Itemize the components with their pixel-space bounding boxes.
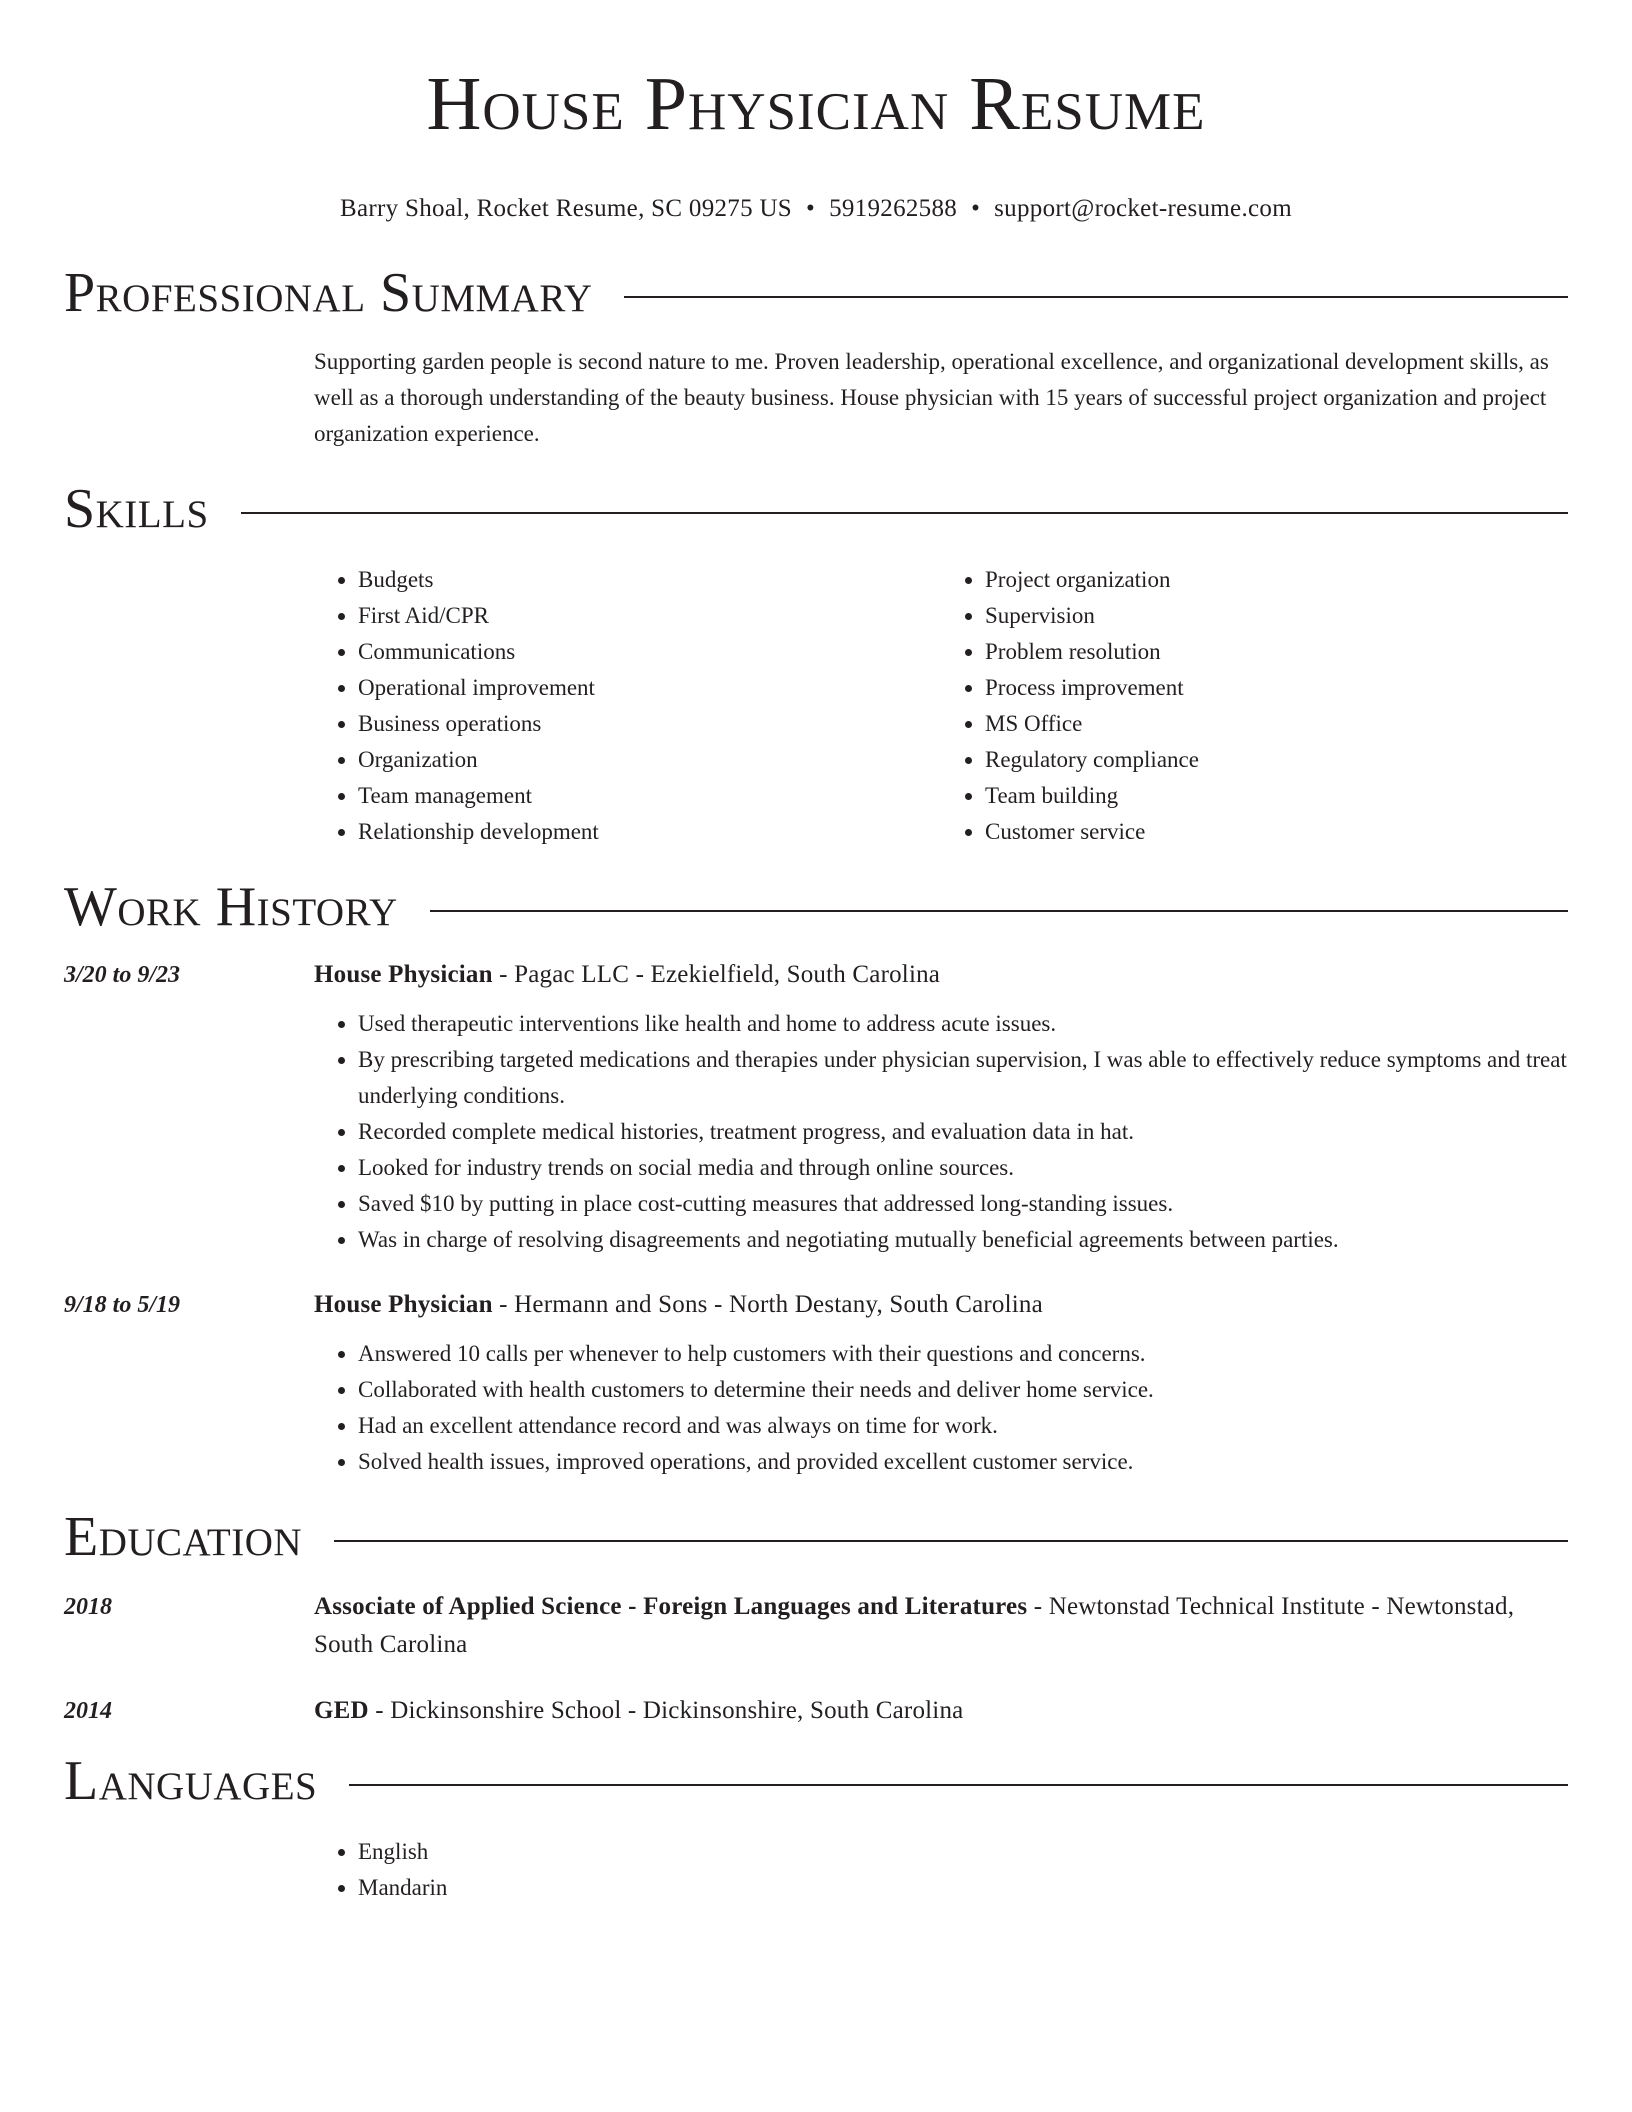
summary-text: Supporting garden people is second nature to me. Proven leadership, operational excellence, and organizational development skills, as well as a thorough understanding of the beauty business. House physician with 15 years of successful project organization and project organization experience.	[314, 349, 1549, 446]
job-heading	[314, 1286, 1568, 1324]
language-item: • Mandarin	[358, 1870, 1568, 1906]
languages-header	[64, 1750, 1568, 1812]
education-content	[314, 1588, 1568, 1664]
languages-heading: Languages	[64, 1750, 318, 1812]
job-bullets	[314, 1006, 1568, 1258]
education-header	[64, 1506, 1568, 1568]
job-bullet: • Had an excellent attendance record and was always on time for work.	[358, 1408, 1568, 1444]
work-section	[64, 876, 1568, 1480]
job-bullet: • Answered 10 calls per whenever to help customers with their questions and concerns.	[358, 1336, 1568, 1372]
job-heading	[314, 956, 1568, 994]
contact-separator: •	[971, 195, 981, 222]
skill-item: • Supervision	[985, 598, 1568, 634]
section-divider	[624, 296, 1568, 298]
job-bullet: • Collaborated with health customers to determine their needs and deliver home service.	[358, 1372, 1568, 1408]
summary-section	[64, 262, 1568, 452]
education-date: 2018	[64, 1594, 112, 1620]
skill-item: • Organization	[358, 742, 941, 778]
skill-item: • Regulatory compliance	[985, 742, 1568, 778]
skill-item: • Business operations	[358, 706, 941, 742]
education-heading: Education	[64, 1506, 303, 1568]
education-section	[64, 1506, 1568, 1730]
skill-item: • MS Office	[985, 706, 1568, 742]
job-date: 9/18 to 5/19	[64, 1292, 181, 1318]
education-date: 2014	[64, 1698, 112, 1724]
skills-list-right	[941, 562, 1568, 850]
contact-line	[64, 194, 1568, 224]
job-title: House Physician	[314, 1291, 493, 1318]
job-bullet: • Recorded complete medical histories, treatment progress, and evaluation data in hat.	[358, 1114, 1568, 1150]
languages-section	[64, 1750, 1568, 1906]
skills-section	[64, 478, 1568, 850]
language-item: • English	[358, 1834, 1568, 1870]
education-details: - Newtonstad Technical Institute - Newtonstad, South Carolina	[314, 1593, 1515, 1658]
skill-item: • Customer service	[985, 814, 1568, 850]
job-bullet: • Saved $10 by putting in place cost-cutting measures that addressed long-standing issues.	[358, 1186, 1568, 1222]
education-degree: GED	[314, 1697, 369, 1724]
skill-item: • Problem resolution	[985, 634, 1568, 670]
job-entry	[64, 1286, 1568, 1480]
education-content	[314, 1692, 1568, 1730]
job-bullet: • Was in charge of resolving disagreements and negotiating mutually beneficial agreements between parties.	[358, 1222, 1568, 1258]
skill-item: • Operational improvement	[358, 670, 941, 706]
job-bullet: • By prescribing targeted medications and therapies under physician supervision, I was able to effectively reduce symptoms and treat underlying conditions.	[358, 1042, 1568, 1114]
job-content	[314, 956, 1568, 1258]
contact-separator: •	[806, 195, 816, 222]
skill-item: • Relationship development	[358, 814, 941, 850]
education-details: - Dickinsonshire School - Dickinsonshire, South Carolina	[368, 1697, 964, 1724]
summary-heading: Professional Summary	[64, 262, 593, 324]
skills-list-left	[314, 562, 941, 850]
education-heading-line	[314, 1692, 1568, 1730]
job-date: 3/20 to 9/23	[64, 962, 181, 988]
job-bullets	[314, 1336, 1568, 1480]
work-header	[64, 876, 1568, 938]
contact-address: Barry Shoal, Rocket Resume, SC 09275 US	[340, 195, 793, 222]
summary-header	[64, 262, 1568, 324]
skill-item: • First Aid/CPR	[358, 598, 941, 634]
contact-phone: 5919262588	[829, 195, 958, 222]
job-bullet: • Used therapeutic interventions like health and home to address acute issues.	[358, 1006, 1568, 1042]
skills-columns	[314, 562, 1568, 850]
languages-body	[314, 1834, 1568, 1906]
job-content	[314, 1286, 1568, 1480]
skill-item: • Team building	[985, 778, 1568, 814]
job-details: - Pagac LLC - Ezekielfield, South Carolina	[492, 961, 941, 988]
contact-email: support@rocket-resume.com	[994, 195, 1292, 222]
skill-item: • Process improvement	[985, 670, 1568, 706]
section-divider	[241, 512, 1568, 514]
section-divider	[334, 1540, 1568, 1542]
skills-heading: Skills	[64, 478, 209, 540]
skills-header	[64, 478, 1568, 540]
languages-list	[314, 1834, 1568, 1906]
section-divider	[430, 910, 1568, 912]
job-bullet: • Looked for industry trends on social media and through online sources.	[358, 1150, 1568, 1186]
education-heading-line	[314, 1588, 1568, 1664]
skill-item: • Team management	[358, 778, 941, 814]
job-title: House Physician	[314, 961, 493, 988]
education-degree: Associate of Applied Science - Foreign Languages and Literatures	[314, 1593, 1028, 1620]
section-divider	[349, 1784, 1568, 1786]
summary-body	[314, 344, 1568, 452]
skill-item: • Communications	[358, 634, 941, 670]
page-title: House Physician Resume	[426, 62, 1206, 146]
work-heading: Work History	[64, 876, 398, 938]
job-details: - Hermann and Sons - North Destany, South Carolina	[492, 1291, 1043, 1318]
job-entry	[64, 956, 1568, 1258]
education-entry	[64, 1692, 1568, 1730]
skill-item: • Budgets	[358, 562, 941, 598]
education-entry	[64, 1588, 1568, 1664]
skill-item: • Project organization	[985, 562, 1568, 598]
job-bullet: • Solved health issues, improved operations, and provided excellent customer service.	[358, 1444, 1568, 1480]
